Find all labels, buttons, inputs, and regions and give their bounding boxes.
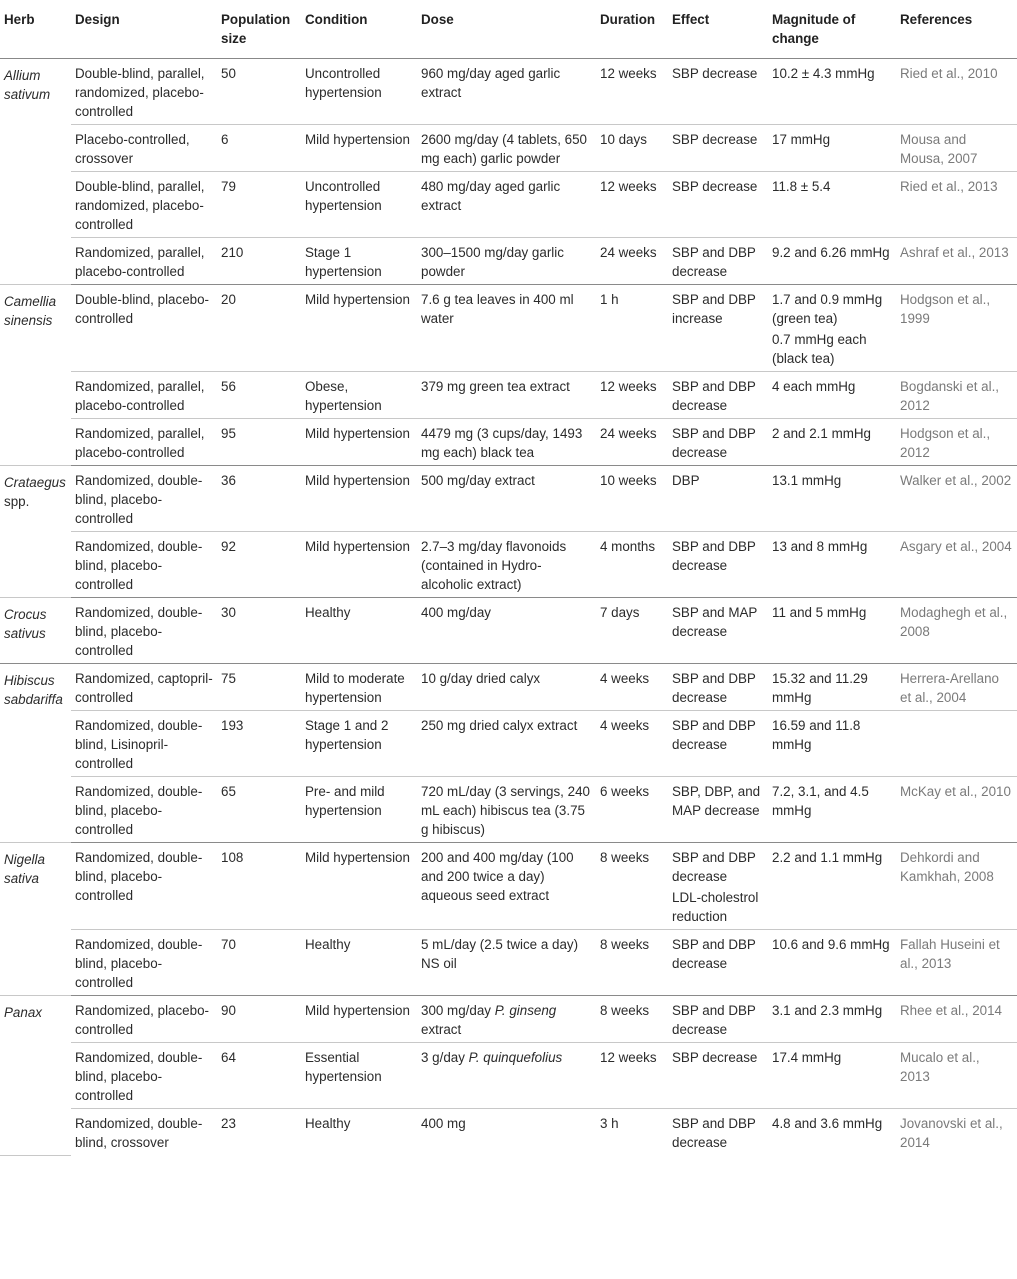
population-cell: 30 [217, 598, 301, 664]
dose-cell: 5 mL/day (2.5 twice a day) NS oil [417, 930, 596, 996]
condition-cell: Healthy [301, 930, 417, 996]
population-cell: 23 [221, 1116, 236, 1131]
effect-cell: SBP decrease [668, 1043, 768, 1109]
dose-cell: 7.6 g tea leaves in 400 ml water [417, 285, 596, 372]
condition-cell: Mild hypertension [301, 125, 417, 172]
magnitude-cell: 13.1 mmHg [768, 466, 896, 532]
effect-cell: SBP and DBP decrease [668, 419, 768, 466]
duration-cell: 4 months [596, 532, 668, 598]
reference-cell: Walker et al., 2002 [896, 466, 1017, 532]
population-cell: 50 [217, 59, 301, 125]
dose-cell: 500 mg/day extract [417, 466, 596, 532]
table-row [0, 996, 1017, 1043]
dose-cell: 2.7–3 mg/day flavonoids (contained in Hydro-alcoholic extract) [417, 532, 596, 598]
col-duration: Duration [596, 0, 668, 59]
effect-cell: SBP and DBP decrease [668, 664, 768, 711]
dose-cell: 379 mg green tea extract [417, 372, 596, 419]
effect-cell: SBP and DBP decrease [668, 532, 768, 598]
dose-cell: 4479 mg (3 cups/day, 1493 mg each) black tea [417, 419, 596, 466]
design-cell: Randomized, parallel, placebo-controlled [71, 372, 217, 419]
herb-genus: Crataegus [4, 475, 66, 490]
duration-cell: 4 weeks [596, 664, 668, 711]
magnitude-cell: 9.2 and 6.26 mmHg [768, 238, 896, 285]
dose-text: extract [421, 1022, 462, 1037]
table-row [0, 59, 1017, 125]
magnitude-cell: 15.32 and 11.29 mmHg [768, 664, 896, 711]
reference-cell: Mousa and Mousa, 2007 [896, 125, 1017, 172]
effect-cell: SBP and DBP decrease [668, 238, 768, 285]
design-cell: Randomized, double-blind, crossover [75, 1116, 203, 1150]
magnitude-cell: 10.2 ± 4.3 mmHg [768, 59, 896, 125]
table-row [0, 598, 1017, 664]
duration-cell: 24 weeks [596, 238, 668, 285]
condition-cell: Stage 1 hypertension [301, 238, 417, 285]
reference-cell [896, 711, 1017, 777]
effect-cell: DBP [668, 466, 768, 532]
table-row [0, 930, 1017, 996]
magnitude-cell: 2 and 2.1 mmHg [768, 419, 896, 466]
herb-name: Crocus sativus [0, 598, 71, 664]
duration-cell: 12 weeks [596, 59, 668, 125]
design-cell: Randomized, captopril-controlled [71, 664, 217, 711]
effect-cell: SBP and DBP decrease [668, 930, 768, 996]
table-row [0, 372, 1017, 419]
duration-cell: 24 weeks [596, 419, 668, 466]
magnitude-cell: 13 and 8 mmHg [768, 532, 896, 598]
population-cell: 64 [217, 1043, 301, 1109]
design-cell: Placebo-controlled, crossover [71, 125, 217, 172]
design-cell: Randomized, double-blind, placebo-controlled [71, 532, 217, 598]
condition-cell: Essential hypertension [301, 1043, 417, 1109]
population-cell: 56 [217, 372, 301, 419]
reference-cell: Asgary et al., 2004 [896, 532, 1017, 598]
reference-cell: Ried et al., 2013 [896, 172, 1017, 238]
population-cell: 65 [217, 777, 301, 843]
col-references: References [896, 0, 1017, 59]
design-cell: Randomized, double-blind, placebo-controlled [71, 843, 217, 930]
dose-species: P. ginseng [494, 1003, 557, 1018]
reference-cell: Fallah Huseini et al., 2013 [896, 930, 1017, 996]
col-condition: Condition [301, 0, 417, 59]
population-cell: 20 [217, 285, 301, 372]
condition-cell: Mild hypertension [301, 532, 417, 598]
herb-name: Panax [0, 996, 71, 1156]
effect-bp: SBP and DBP decrease [672, 850, 756, 884]
dose-cell: 200 and 400 mg/day (100 and 200 twice a day) aqueous seed extract [417, 843, 596, 930]
effect-cell [668, 843, 768, 930]
effect-cell: SBP and MAP decrease [668, 598, 768, 664]
dose-cell: 720 mL/day (3 servings, 240 mL each) hibiscus tea (3.75 g hibiscus) [417, 777, 596, 843]
table-row [0, 532, 1017, 598]
duration-cell: 6 weeks [596, 777, 668, 843]
condition-cell: Mild hypertension [301, 419, 417, 466]
effect-cell: SBP decrease [668, 172, 768, 238]
duration-cell: 8 weeks [596, 996, 668, 1043]
condition-cell: Uncontrolled hypertension [301, 59, 417, 125]
reference-cell: Ashraf et al., 2013 [896, 238, 1017, 285]
design-cell: Double-blind, placebo-controlled [71, 285, 217, 372]
reference-cell: Hodgson et al., 2012 [896, 419, 1017, 466]
design-cell: Double-blind, parallel, randomized, placebo-controlled [71, 59, 217, 125]
population-cell: 90 [217, 996, 301, 1043]
duration-cell: 12 weeks [596, 172, 668, 238]
condition-cell: Mild hypertension [301, 466, 417, 532]
design-cell: Randomized, parallel, placebo-controlled [71, 419, 217, 466]
reference-cell: Bogdanski et al., 2012 [896, 372, 1017, 419]
effect-cell: SBP and DBP decrease [668, 711, 768, 777]
table-row [0, 664, 1017, 711]
magnitude-cell: 4 each mmHg [768, 372, 896, 419]
reference-cell: Jovanovski et al., 2014 [900, 1116, 1003, 1150]
magnitude-cell: 10.6 and 9.6 mmHg [768, 930, 896, 996]
condition-cell: Mild hypertension [301, 996, 417, 1043]
table-row [0, 125, 1017, 172]
condition-cell: Healthy [305, 1116, 351, 1131]
condition-cell: Stage 1 and 2 hypertension [301, 711, 417, 777]
dose-cell: 400 mg [421, 1116, 466, 1131]
effect-cell: SBP decrease [668, 125, 768, 172]
design-cell: Randomized, double-blind, placebo-controlled [71, 777, 217, 843]
condition-cell: Uncontrolled hypertension [301, 172, 417, 238]
table-row [0, 711, 1017, 777]
effect-ldl: LDL-cholestrol reduction [672, 890, 759, 924]
table-row [0, 1043, 1017, 1109]
dose-cell: 300–1500 mg/day garlic powder [417, 238, 596, 285]
effect-cell: SBP decrease [668, 59, 768, 125]
table-row [0, 843, 1017, 930]
table-row [0, 1109, 1017, 1156]
reference-cell: Herrera-Arellano et al., 2004 [896, 664, 1017, 711]
design-cell: Randomized, double-blind, placebo-controlled [71, 466, 217, 532]
population-cell: 79 [217, 172, 301, 238]
design-cell: Randomized, placebo-controlled [71, 996, 217, 1043]
population-cell: 6 [217, 125, 301, 172]
design-cell: Randomized, double-blind, Lisinopril-controlled [71, 711, 217, 777]
herb-species: spp. [4, 494, 30, 509]
herb-name: Hibiscus sabdariffa [0, 664, 71, 843]
population-cell: 70 [217, 930, 301, 996]
design-cell: Randomized, double-blind, placebo-controlled [71, 930, 217, 996]
magnitude-green-tea: 1.7 and 0.9 mmHg (green tea) [772, 292, 883, 326]
magnitude-cell: 17.4 mmHg [768, 1043, 896, 1109]
dose-cell: 400 mg/day [417, 598, 596, 664]
condition-cell: Obese, hypertension [301, 372, 417, 419]
duration-cell: 10 weeks [596, 466, 668, 532]
table-row [0, 285, 1017, 372]
reference-cell: Modaghegh et al., 2008 [896, 598, 1017, 664]
duration-cell: 8 weeks [596, 843, 668, 930]
col-herb: Herb [0, 0, 71, 59]
duration-cell: 12 weeks [596, 372, 668, 419]
table-row [0, 238, 1017, 285]
duration-cell: 12 weeks [596, 1043, 668, 1109]
population-cell: 92 [217, 532, 301, 598]
reference-cell: Mucalo et al., 2013 [896, 1043, 1017, 1109]
dose-cell: 480 mg/day aged garlic extract [417, 172, 596, 238]
duration-cell: 7 days [596, 598, 668, 664]
design-cell: Randomized, double-blind, placebo-controlled [71, 598, 217, 664]
header-row [0, 0, 1017, 59]
condition-cell: Healthy [301, 598, 417, 664]
magnitude-cell: 11 and 5 mmHg [768, 598, 896, 664]
condition-cell: Mild to moderate hypertension [301, 664, 417, 711]
dose-cell: 2600 mg/day (4 tablets, 650 mg each) garlic powder [417, 125, 596, 172]
population-cell: 95 [217, 419, 301, 466]
magnitude-cell: 2.2 and 1.1 mmHg [768, 843, 896, 930]
dose-cell [417, 1043, 596, 1109]
col-effect: Effect [668, 0, 768, 59]
dose-cell: 960 mg/day aged garlic extract [417, 59, 596, 125]
table-row [0, 777, 1017, 843]
col-magnitude: Magnitude of change [768, 0, 896, 59]
population-cell: 193 [217, 711, 301, 777]
duration-cell: 8 weeks [596, 930, 668, 996]
magnitude-cell: 7.2, 3.1, and 4.5 mmHg [768, 777, 896, 843]
condition-cell: Pre- and mild hypertension [301, 777, 417, 843]
population-cell: 210 [217, 238, 301, 285]
effect-cell: SBP and DBP decrease [672, 1116, 756, 1150]
duration-cell: 1 h [596, 285, 668, 372]
col-population-size: Population size [217, 0, 301, 59]
effect-cell: SBP and DBP decrease [668, 996, 768, 1043]
effect-cell: SBP and DBP decrease [668, 372, 768, 419]
condition-cell: Mild hypertension [301, 843, 417, 930]
dose-cell [417, 996, 596, 1043]
herb-name [0, 466, 71, 598]
reference-cell: Rhee et al., 2014 [896, 996, 1017, 1043]
magnitude-cell: 3.1 and 2.3 mmHg [768, 996, 896, 1043]
table-row [0, 466, 1017, 532]
magnitude-cell: 11.8 ± 5.4 [768, 172, 896, 238]
dose-species: P. quinquefolius [468, 1050, 563, 1065]
magnitude-cell: 4.8 and 3.6 mmHg [772, 1116, 883, 1131]
table-row [0, 172, 1017, 238]
magnitude-cell: 17 mmHg [768, 125, 896, 172]
reference-cell: McKay et al., 2010 [896, 777, 1017, 843]
design-cell: Randomized, parallel, placebo-controlled [71, 238, 217, 285]
population-cell: 36 [217, 466, 301, 532]
design-cell: Double-blind, parallel, randomized, placebo-controlled [71, 172, 217, 238]
reference-cell: Dehkordi and Kamkhah, 2008 [896, 843, 1017, 930]
magnitude-cell: 16.59 and 11.8 mmHg [768, 711, 896, 777]
population-cell: 75 [217, 664, 301, 711]
table-row [0, 419, 1017, 466]
reference-cell: Ried et al., 2010 [896, 59, 1017, 125]
design-cell: Randomized, double-blind, placebo-controlled [71, 1043, 217, 1109]
reference-cell: Hodgson et al., 1999 [896, 285, 1017, 372]
population-cell: 108 [217, 843, 301, 930]
dose-text: 3 g/day [421, 1050, 469, 1065]
col-dose: Dose [417, 0, 596, 59]
duration-cell: 10 days [596, 125, 668, 172]
condition-cell: Mild hypertension [301, 285, 417, 372]
dose-text: 300 mg/day [421, 1003, 495, 1018]
dose-cell: 10 g/day dried calyx [417, 664, 596, 711]
dose-cell: 250 mg dried calyx extract [417, 711, 596, 777]
magnitude-cell [768, 285, 896, 372]
magnitude-black-tea: 0.7 mmHg each (black tea) [772, 332, 867, 366]
herb-name: Allium sativum [0, 59, 71, 285]
duration-cell: 3 h [600, 1116, 619, 1131]
duration-cell: 4 weeks [596, 711, 668, 777]
col-design: Design [71, 0, 217, 59]
effect-cell: SBP, DBP, and MAP decrease [668, 777, 768, 843]
herb-name: Nigella sativa [0, 843, 71, 996]
effect-cell: SBP and DBP increase [668, 285, 768, 372]
herb-name: Camellia sinensis [0, 285, 71, 466]
